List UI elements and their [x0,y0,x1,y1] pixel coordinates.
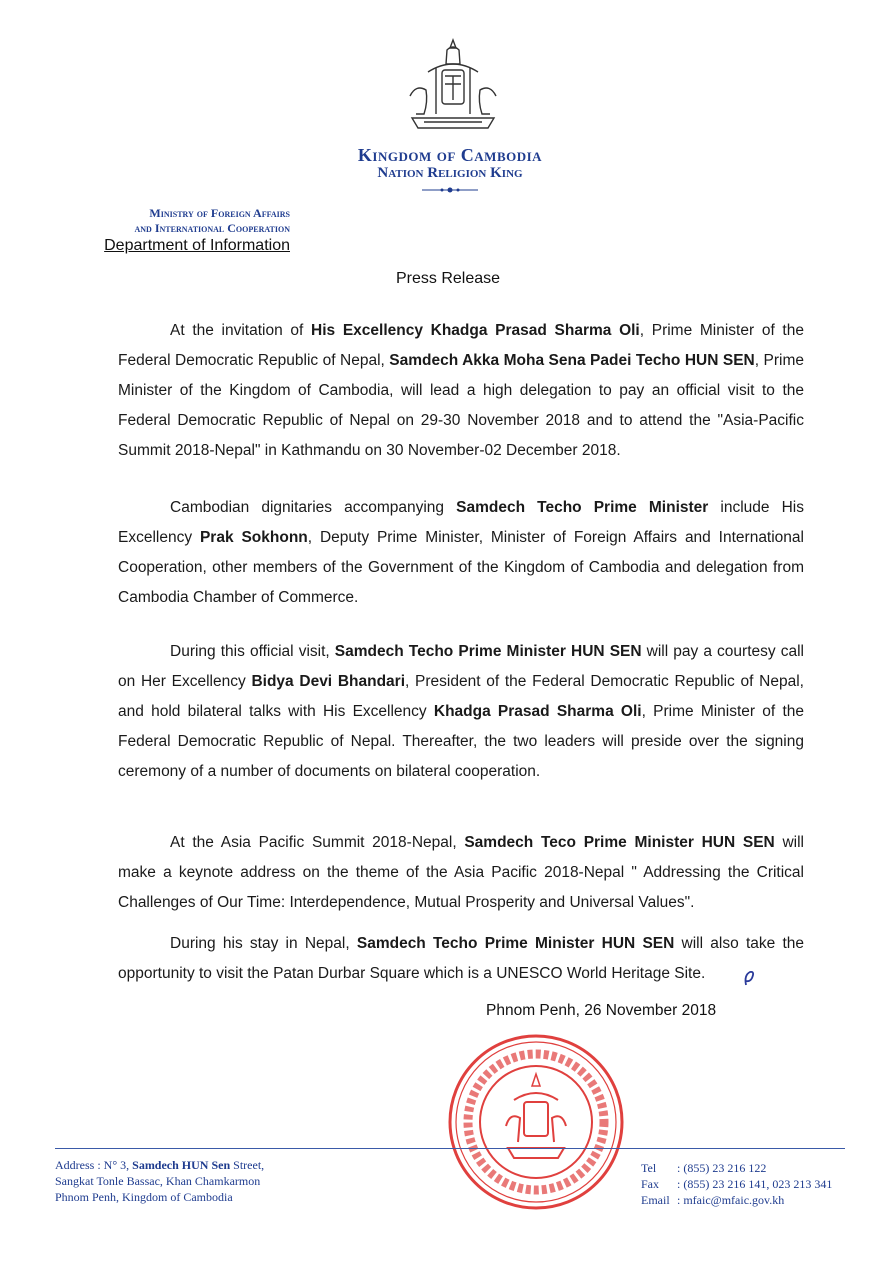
document-title: Press Release [395,270,501,287]
dateline: Phnom Penh, 26 November 2018 [486,1002,717,1019]
fax-label: Fax [641,1177,659,1191]
address-line-3: Phnom Penh, Kingdom of Cambodia [55,1190,233,1204]
name-run: Bidya Devi Bhandari [251,673,406,690]
paragraph-2 [118,493,804,613]
ornament-divider-icon [420,184,480,196]
name-run: Khadga Prasad Sharma Oli [433,703,642,720]
email-value[interactable]: : mfaic@mfaic.gov.kh [677,1193,785,1207]
text-run: , Deputy Prime Minister, Minister of Foreign Affairs and International Cooperation, other members of the Government of the Kingdom of Cambodia and delegation from Cambodia Chamber of Commerce. [118,529,804,606]
text-run: , Prime Minister of the Federal Democratic Republic of Nepal. Thereafter, the two leaders will preside over the signing ceremony of a number of documents on bilateral cooperation. [118,703,804,780]
department-name: Department of Information [104,237,290,254]
kingdom-title: Kingdom of Cambodia [357,145,543,165]
footer-contact [641,1160,832,1208]
name-run: Samdech Techo Prime Minister HUN SEN [334,643,642,660]
text-run: , Prime Minister of the Kingdom of Cambodia, will lead a high delegation to pay an official visit to the Federal Democratic Republic of Nepal on 29-30 November 2018 and to attend the "Asia-Pacific Summit 2018-Nepal" in Kathmandu on 30 November-02 December 2018. [118,352,804,459]
address-prefix: Address : N° 3, [55,1158,133,1172]
national-motto: Nation Religion King [377,165,523,181]
address-line-1 [55,1157,264,1173]
name-run: Samdech Akka Moha Sena Padei Techo HUN SEN [389,352,755,369]
paragraph-4 [118,828,804,918]
text-run: , Prime Minister of the Federal Democratic Republic of Nepal, [118,322,804,369]
email-row [641,1192,832,1208]
address-street-suffix: Street, [230,1158,265,1172]
text-run: At the invitation of [170,322,312,339]
royal-coat-of-arms-icon [398,36,508,136]
name-run: Prak Sokhonn [199,529,308,546]
paragraph-5 [118,929,804,989]
fax-value: : (855) 23 216 141, 023 213 341 [677,1177,833,1191]
text-run: will pay a courtesy call on Her Excellency [118,643,804,690]
ministry-name [30,206,290,236]
footer-divider [55,1148,845,1149]
text-run: , President of the Federal Democratic Republic of Nepal, and hold bilateral talks with His Excellency [118,673,804,720]
ministry-line-2: and International Cooperation [134,221,290,235]
tel-row [641,1160,832,1176]
paragraph-3 [118,637,804,787]
address-street: Samdech HUN Sen [132,1158,231,1172]
text-run: will make a keynote address on the theme of the Asia Pacific 2018-Nepal " Addressing the Critical Challenges of Our Time: Interdependence, Mutual Prosperity and Universal Values". [118,834,804,911]
email-label: Email [641,1193,670,1207]
text-run: At the Asia Pacific Summit 2018-Nepal, [170,834,465,851]
name-run: His Excellency Khadga Prasad Sharma Oli [311,322,640,339]
text-run: During this official visit, [170,643,335,660]
footer-address [55,1157,264,1205]
fax-row [641,1176,832,1192]
name-run: Samdech Techo Prime Minister [456,499,709,516]
text-run: will also take the opportunity to visit the Patan Durbar Square which is a UNESCO World Heritage Site. [118,935,804,982]
text-run: include His Excellency [118,499,805,546]
ministry-line-1: Ministry of Foreign Affairs [149,206,290,220]
tel-value: : (855) 23 216 122 [677,1161,767,1175]
tel-label: Tel [641,1161,657,1175]
text-run: Cambodian dignitaries accompanying [170,499,457,516]
initial-signature-mark [742,969,758,987]
address-line-2: Sangkat Tonle Bassac, Khan Chamkarmon [55,1174,261,1188]
official-seal-icon [444,1030,628,1214]
text-run: During his stay in Nepal, [170,935,357,952]
name-run: Samdech Techo Prime Minister HUN SEN [356,935,675,952]
name-run: Samdech Teco Prime Minister HUN SEN [464,834,775,851]
paragraph-1 [118,316,804,466]
